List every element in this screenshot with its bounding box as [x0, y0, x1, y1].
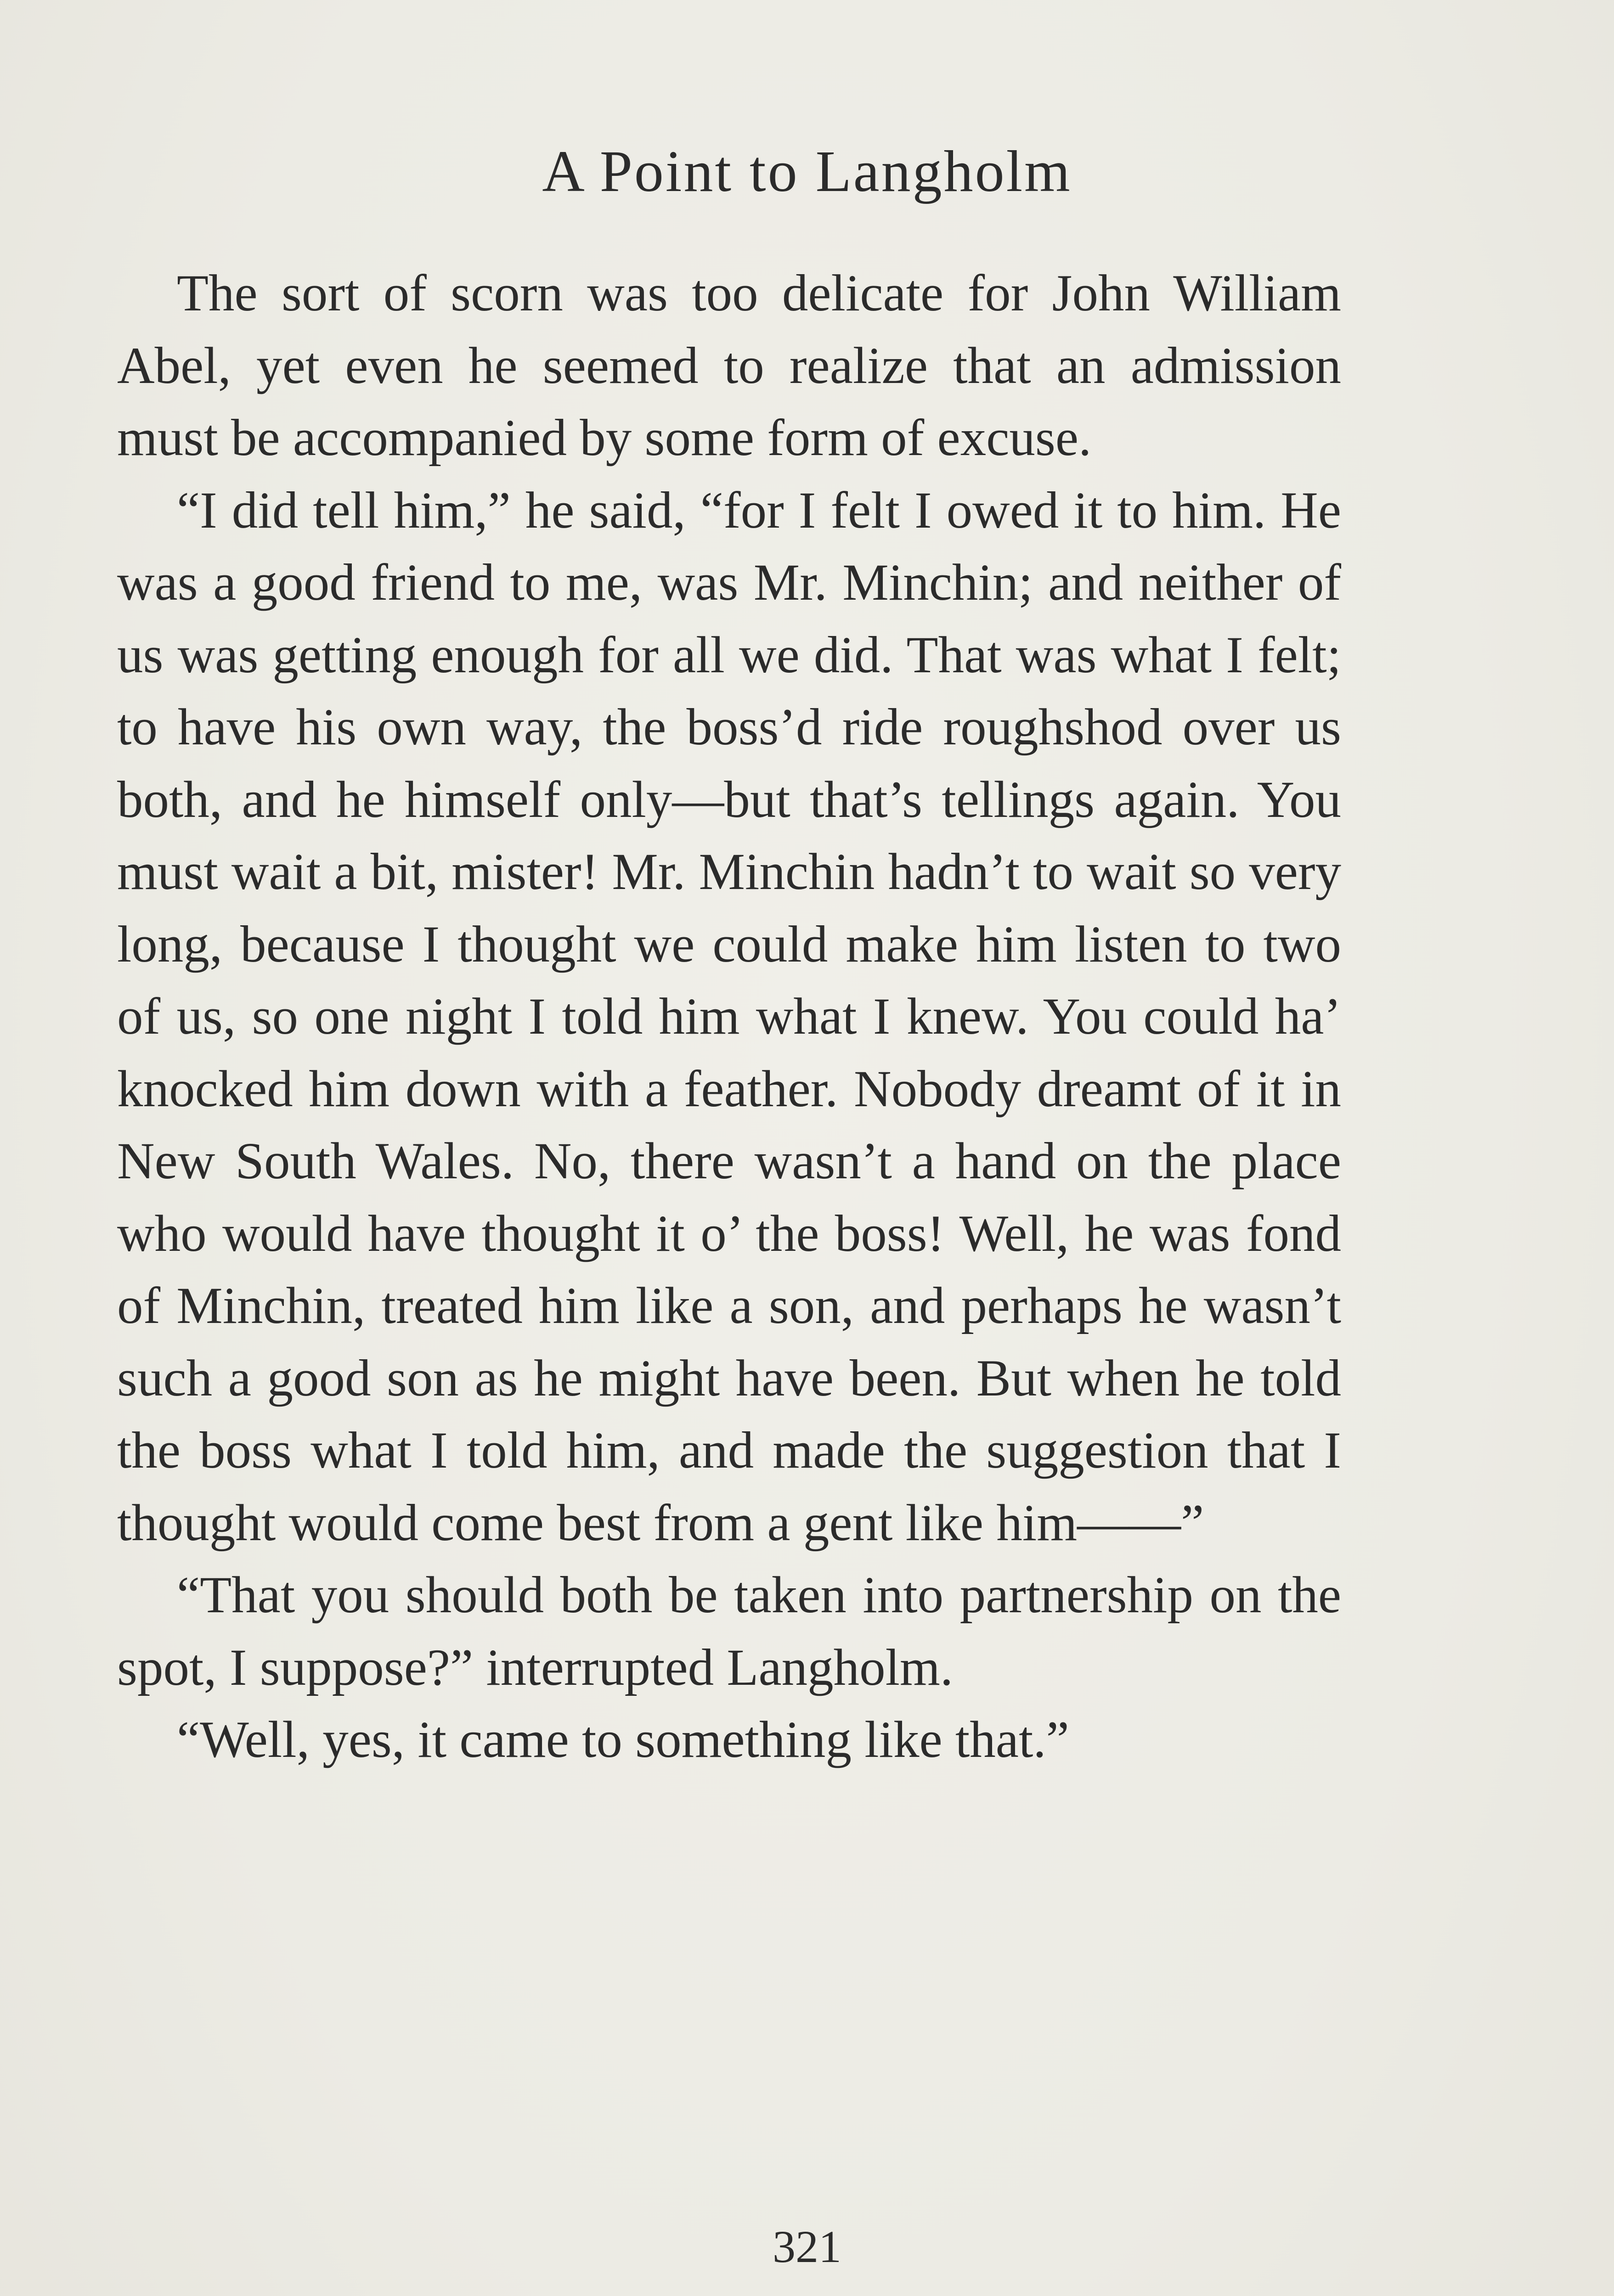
body-text — [117, 257, 1341, 1776]
paragraph-1: The sort of scorn was too delicate for John William Abel, yet even he seemed to realize that an admission must be accompanied by some form of excuse. — [117, 264, 1341, 467]
page-number: 321 — [773, 2221, 841, 2272]
paragraph-2: “I did tell him,” he said, “for I felt I owed it to him. He was a good friend to me, was Mr. Minchin; and neither of us was getting enough for all we did. That was what I felt; to have his own way, the boss’d ride roughshod over us both, and he himself only—but that’s tellings again. You must wait a bit, mister! Mr. Minchin hadn’t to wait so very long, because I thought we could make him listen to two of us, so one night I told him what I knew. You could ha’ knocked him down with a feather. Nobody dreamt of it in New South Wales. No, there wasn’t a hand on the place who would have thought it o’ the boss! Well, he was fond of Minchin, treated him like a son, and perhaps he wasn’t such a good son as he might have been. But when he told the boss what I told him, and made the suggestion that I thought would come best from a gent like him——” — [117, 481, 1341, 1552]
paragraph-3: “That you should both be taken into partnership on the spot, I suppose?” interrupted Langholm. — [117, 1566, 1341, 1696]
paragraph-4: “Well, yes, it came to something like that.” — [177, 1711, 1069, 1768]
running-head: A Point to Langholm — [542, 139, 1072, 204]
